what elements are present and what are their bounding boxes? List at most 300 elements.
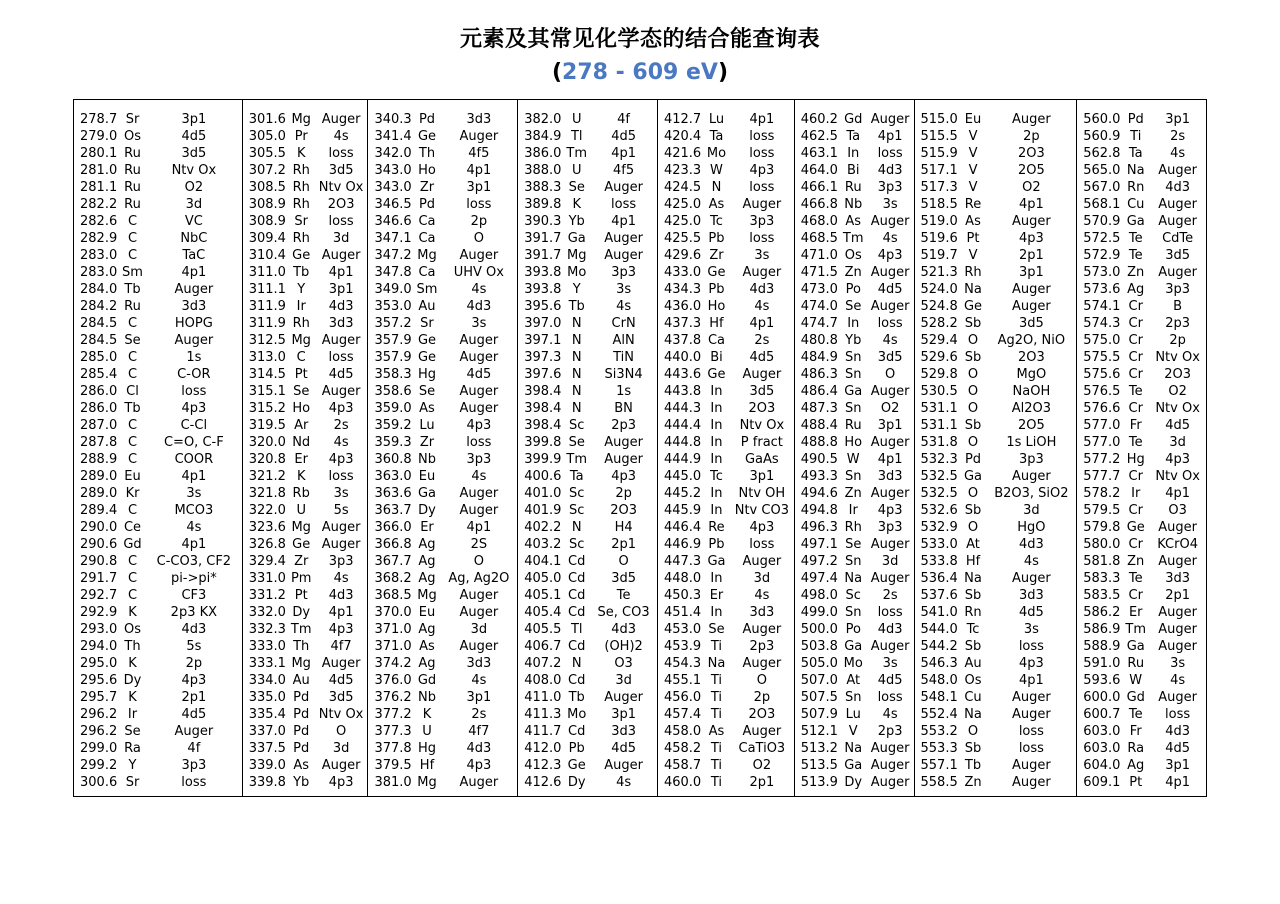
energy-value: 445.2 bbox=[663, 486, 702, 501]
chemical-state: pi->pi* bbox=[170, 571, 217, 586]
table-row bbox=[518, 757, 657, 774]
energy-value: 580.0 bbox=[1083, 537, 1121, 552]
chemical-state: 3p1 bbox=[328, 282, 354, 297]
energy-value: 575.6 bbox=[1083, 367, 1121, 382]
chemical-state: 4p1 bbox=[611, 214, 636, 229]
table-row bbox=[518, 689, 657, 706]
element-symbol: V bbox=[848, 724, 858, 739]
energy-value: 284.2 bbox=[80, 299, 118, 314]
table-row bbox=[915, 468, 1077, 485]
table-row bbox=[243, 519, 368, 536]
energy-value: 299.0 bbox=[80, 741, 118, 756]
energy-value: 359.2 bbox=[374, 418, 412, 433]
table-row bbox=[795, 213, 914, 230]
table-row bbox=[74, 570, 242, 587]
chemical-state: 4d5 bbox=[328, 367, 354, 382]
element-symbol: Ru bbox=[124, 197, 141, 212]
chemical-state: 4p3 bbox=[466, 418, 492, 433]
element-symbol: Te bbox=[1128, 571, 1143, 586]
element-symbol: Tc bbox=[710, 214, 723, 229]
element-symbol: Pt bbox=[1129, 775, 1143, 790]
chemical-state: Auger bbox=[459, 588, 499, 603]
element-symbol: C bbox=[127, 316, 138, 331]
element-symbol: Ca bbox=[418, 231, 436, 246]
energy-value: 464.0 bbox=[800, 163, 838, 178]
energy-value: 560.0 bbox=[1083, 112, 1121, 127]
table-row bbox=[74, 451, 242, 468]
energy-value: 466.1 bbox=[800, 180, 838, 195]
element-symbol: Eu bbox=[124, 469, 141, 484]
chemical-state: 4d3 bbox=[466, 299, 492, 314]
chemical-state: C-CO3, CF2 bbox=[156, 554, 232, 569]
table-row bbox=[518, 400, 657, 417]
element-symbol: Ga bbox=[707, 554, 726, 569]
energy-value: 454.3 bbox=[663, 656, 702, 671]
energy-value: 411.0 bbox=[524, 690, 562, 705]
chemical-state: Auger bbox=[604, 248, 643, 263]
chemical-state: Auger bbox=[1158, 265, 1197, 280]
energy-value: 346.6 bbox=[374, 214, 412, 229]
chemical-state: 2p bbox=[470, 214, 488, 229]
element-symbol: Hg bbox=[417, 367, 436, 382]
element-symbol: Ca bbox=[707, 333, 725, 348]
energy-value: 284.5 bbox=[80, 316, 118, 331]
energy-value: 353.0 bbox=[374, 299, 412, 314]
energy-value: 521.3 bbox=[920, 265, 958, 280]
element-symbol: In bbox=[710, 418, 723, 433]
energy-value: 443.8 bbox=[663, 384, 702, 399]
table-row bbox=[915, 315, 1077, 332]
energy-value: 280.1 bbox=[80, 146, 118, 161]
element-symbol: Bi bbox=[710, 350, 723, 365]
energy-value: 332.0 bbox=[248, 605, 286, 620]
chemical-state: 3d5 bbox=[749, 384, 775, 399]
element-symbol: Ge bbox=[417, 333, 437, 348]
element-symbol: Te bbox=[1128, 435, 1143, 450]
table-row bbox=[658, 349, 794, 366]
energy-value: 285.0 bbox=[80, 350, 118, 365]
energy-value: 305.0 bbox=[248, 129, 286, 144]
energy-value: 321.8 bbox=[248, 486, 286, 501]
chemical-state: Auger bbox=[321, 758, 361, 773]
element-symbol: Ca bbox=[418, 265, 436, 280]
table-row bbox=[795, 689, 914, 706]
element-symbol: In bbox=[710, 384, 723, 399]
table-row bbox=[658, 587, 794, 604]
energy-value: 412.7 bbox=[663, 112, 702, 127]
energy-value: 456.0 bbox=[663, 690, 702, 705]
table-row bbox=[1077, 655, 1206, 672]
chemical-state: 3s bbox=[882, 656, 898, 671]
chemical-state: 3d bbox=[615, 673, 632, 688]
element-symbol: Te bbox=[1128, 707, 1143, 722]
energy-value: 451.4 bbox=[663, 605, 702, 620]
page-title: 元素及其常见化学态的结合能查询表 bbox=[459, 27, 820, 52]
chemical-state: 4p3 bbox=[877, 503, 903, 518]
element-symbol: Zn bbox=[964, 775, 982, 790]
chemical-state: 2s bbox=[754, 333, 770, 348]
table-row bbox=[74, 536, 242, 553]
element-symbol: Kr bbox=[125, 486, 140, 501]
element-symbol: Tb bbox=[568, 299, 585, 314]
chemical-state: O bbox=[473, 554, 484, 569]
chemical-state: Auger bbox=[459, 775, 499, 790]
element-symbol: N bbox=[571, 384, 582, 399]
table-row bbox=[795, 604, 914, 621]
chemical-state: 2S bbox=[470, 537, 488, 552]
energy-value: 437.8 bbox=[663, 333, 702, 348]
table-column bbox=[658, 100, 795, 796]
element-symbol: Cd bbox=[568, 724, 586, 739]
table-row bbox=[795, 519, 914, 536]
chemical-state: Ag, Ag2O bbox=[448, 571, 510, 586]
table-row bbox=[74, 111, 242, 128]
element-symbol: V bbox=[968, 248, 978, 263]
table-row bbox=[1077, 774, 1206, 791]
table-row bbox=[1077, 298, 1206, 315]
energy-value: 496.3 bbox=[800, 520, 838, 535]
table-row bbox=[518, 604, 657, 621]
chemical-state: 2p3 bbox=[611, 418, 636, 433]
table-row bbox=[795, 179, 914, 196]
chemical-state: B bbox=[1173, 299, 1183, 314]
energy-value: 591.0 bbox=[1083, 656, 1121, 671]
chemical-state: Auger bbox=[870, 758, 910, 773]
element-symbol: As bbox=[419, 401, 435, 416]
page-subtitle bbox=[0, 60, 1280, 85]
energy-value: 326.8 bbox=[248, 537, 286, 552]
element-symbol: Sc bbox=[569, 486, 585, 501]
table-row bbox=[915, 196, 1077, 213]
table-row bbox=[518, 587, 657, 604]
energy-value: 507.0 bbox=[800, 673, 838, 688]
chemical-state: Se, CO3 bbox=[597, 605, 650, 620]
chemical-state: Auger bbox=[870, 639, 910, 654]
energy-value: 346.5 bbox=[374, 197, 412, 212]
energy-value: 462.5 bbox=[800, 129, 838, 144]
element-symbol: Rh bbox=[292, 180, 310, 195]
table-row bbox=[243, 298, 368, 315]
table-row bbox=[368, 264, 517, 281]
table-row bbox=[74, 213, 242, 230]
element-symbol: Sc bbox=[569, 537, 585, 552]
element-symbol: K bbox=[422, 707, 432, 722]
chemical-state: 3p3 bbox=[181, 758, 207, 773]
element-symbol: Gd bbox=[123, 537, 142, 552]
table-row bbox=[368, 400, 517, 417]
element-symbol: W bbox=[846, 452, 860, 467]
energy-value: 487.3 bbox=[800, 401, 838, 416]
energy-value: 339.0 bbox=[248, 758, 286, 773]
chemical-state: Auger bbox=[742, 724, 782, 739]
table-row bbox=[74, 400, 242, 417]
energy-value: 471.5 bbox=[800, 265, 838, 280]
energy-value: 568.1 bbox=[1083, 197, 1121, 212]
table-row bbox=[795, 451, 914, 468]
element-symbol: V bbox=[968, 129, 978, 144]
energy-value: 301.6 bbox=[248, 112, 286, 127]
table-row bbox=[243, 162, 368, 179]
element-symbol: Ce bbox=[123, 520, 142, 535]
chemical-state: 2p1 bbox=[1018, 248, 1044, 263]
chemical-state: 4f5 bbox=[613, 163, 635, 178]
table-row bbox=[795, 723, 914, 740]
chemical-state: loss bbox=[611, 197, 637, 212]
table-row bbox=[368, 434, 517, 451]
table-row bbox=[1077, 485, 1206, 502]
chemical-state: 3d bbox=[185, 197, 203, 212]
element-symbol: N bbox=[571, 316, 582, 331]
chemical-state: 2p1 bbox=[181, 690, 207, 705]
energy-value: 393.8 bbox=[524, 282, 562, 297]
chemical-state: Auger bbox=[1158, 605, 1197, 620]
energy-value: 359.0 bbox=[374, 401, 412, 416]
chemical-state: 4s bbox=[616, 299, 632, 314]
element-symbol: N bbox=[571, 656, 582, 671]
energy-value: 399.8 bbox=[524, 435, 562, 450]
energy-value: 377.8 bbox=[374, 741, 412, 756]
energy-value: 311.1 bbox=[248, 282, 286, 297]
chemical-state: Auger bbox=[870, 265, 910, 280]
table-row bbox=[1077, 672, 1206, 689]
chemical-state: 3s bbox=[333, 486, 349, 501]
chemical-state: 3d5 bbox=[328, 163, 354, 178]
element-symbol: K bbox=[128, 690, 137, 705]
energy-value: 357.9 bbox=[374, 333, 412, 348]
chemical-state: 1s bbox=[186, 350, 202, 365]
table-row bbox=[658, 774, 794, 791]
table-row bbox=[74, 298, 242, 315]
chemical-state: O bbox=[756, 673, 767, 688]
chemical-state: loss bbox=[877, 146, 903, 161]
element-symbol: In bbox=[847, 146, 860, 161]
element-symbol: Eu bbox=[418, 605, 436, 620]
energy-value: 379.5 bbox=[374, 758, 412, 773]
chemical-state: 2s bbox=[333, 418, 349, 433]
chemical-state: 3p3 bbox=[611, 265, 636, 280]
element-symbol: Tl bbox=[570, 129, 583, 144]
energy-value: 577.0 bbox=[1083, 435, 1121, 450]
element-symbol: In bbox=[710, 401, 723, 416]
energy-value: 447.3 bbox=[663, 554, 702, 569]
chemical-state: 4s bbox=[616, 775, 632, 790]
element-symbol: Nb bbox=[417, 690, 436, 705]
energy-value: 577.0 bbox=[1083, 418, 1121, 433]
table-row bbox=[243, 434, 368, 451]
element-symbol: Sn bbox=[844, 401, 862, 416]
chemical-state: 3d3 bbox=[749, 605, 775, 620]
chemical-state: 4p1 bbox=[466, 163, 492, 178]
table-row bbox=[368, 638, 517, 655]
energy-value: 532.3 bbox=[920, 452, 958, 467]
element-symbol: Tm bbox=[290, 622, 312, 637]
element-symbol: O bbox=[967, 401, 979, 416]
element-symbol: Tc bbox=[710, 469, 723, 484]
chemical-state: 4d5 bbox=[877, 673, 903, 688]
element-symbol: Pd bbox=[293, 741, 310, 756]
element-symbol: Zr bbox=[419, 180, 435, 195]
chemical-state: Si3N4 bbox=[604, 367, 643, 382]
energy-value: 524.0 bbox=[920, 282, 958, 297]
energy-value: 315.2 bbox=[248, 401, 286, 416]
chemical-state: 4p3 bbox=[611, 469, 636, 484]
element-symbol: K bbox=[128, 656, 137, 671]
table-row bbox=[74, 553, 242, 570]
element-symbol: Pb bbox=[708, 537, 725, 552]
chemical-state: 4p1 bbox=[328, 265, 354, 280]
chemical-state: Auger bbox=[459, 248, 499, 263]
chemical-state: Ntv OH bbox=[738, 486, 786, 501]
table-row bbox=[795, 298, 914, 315]
chemical-state: Auger bbox=[604, 452, 643, 467]
table-row bbox=[915, 502, 1077, 519]
table-row bbox=[368, 298, 517, 315]
table-row bbox=[74, 281, 242, 298]
element-symbol: C bbox=[127, 231, 138, 246]
table-row bbox=[74, 587, 242, 604]
element-symbol: Rh bbox=[292, 316, 310, 331]
element-symbol: Dy bbox=[123, 673, 142, 688]
chemical-state: 2p1 bbox=[749, 775, 775, 790]
energy-value: 368.5 bbox=[374, 588, 412, 603]
element-symbol: Se bbox=[568, 435, 585, 450]
table-row bbox=[368, 706, 517, 723]
energy-value: 444.4 bbox=[663, 418, 702, 433]
table-row bbox=[795, 383, 914, 400]
table-row bbox=[74, 264, 242, 281]
table-column bbox=[518, 100, 658, 796]
chemical-state: 1s bbox=[616, 384, 632, 399]
table-row bbox=[368, 145, 517, 162]
energy-value: 544.2 bbox=[920, 639, 958, 654]
chemical-state: 4p3 bbox=[466, 758, 492, 773]
chemical-state: C-Cl bbox=[180, 418, 208, 433]
element-symbol: Ti bbox=[710, 775, 723, 790]
energy-value: 367.7 bbox=[374, 554, 412, 569]
element-symbol: Zn bbox=[1127, 554, 1145, 569]
element-symbol: Tl bbox=[570, 622, 583, 637]
chemical-state: 3d3 bbox=[181, 299, 207, 314]
element-symbol: Cr bbox=[1128, 350, 1143, 365]
element-symbol: Mg bbox=[417, 248, 437, 263]
table-row bbox=[795, 621, 914, 638]
chemical-state: 2s bbox=[471, 707, 487, 722]
table-row bbox=[74, 128, 242, 145]
chemical-state: Ntv Ox bbox=[318, 180, 364, 195]
chemical-state: Auger bbox=[1158, 690, 1197, 705]
table-row bbox=[1077, 689, 1206, 706]
element-symbol: C bbox=[127, 418, 138, 433]
table-row bbox=[368, 570, 517, 587]
table-row bbox=[243, 281, 368, 298]
element-symbol: U bbox=[571, 163, 582, 178]
energy-value: 425.0 bbox=[663, 197, 702, 212]
energy-value: 299.2 bbox=[80, 758, 118, 773]
chemical-state: 4s bbox=[1170, 673, 1186, 688]
element-symbol: Mg bbox=[291, 656, 311, 671]
table-row bbox=[518, 332, 657, 349]
table-row bbox=[658, 111, 794, 128]
energy-value: 402.2 bbox=[524, 520, 562, 535]
table-row bbox=[518, 672, 657, 689]
table-row bbox=[658, 162, 794, 179]
table-row bbox=[518, 162, 657, 179]
table-row bbox=[658, 417, 794, 434]
element-symbol: Sb bbox=[964, 418, 982, 433]
energy-value: 289.4 bbox=[80, 503, 118, 518]
element-symbol: Cr bbox=[1128, 469, 1143, 484]
element-symbol: Zn bbox=[844, 486, 862, 501]
table-row bbox=[368, 468, 517, 485]
table-row bbox=[243, 128, 368, 145]
energy-value: 313.0 bbox=[248, 350, 286, 365]
energy-value: 444.9 bbox=[663, 452, 702, 467]
table-row bbox=[915, 655, 1077, 672]
table-row bbox=[1077, 213, 1206, 230]
energy-value: 398.4 bbox=[524, 418, 562, 433]
chemical-state: AlN bbox=[612, 333, 635, 348]
table-row bbox=[658, 468, 794, 485]
table-row bbox=[518, 434, 657, 451]
element-symbol: Se bbox=[845, 299, 862, 314]
energy-value: 529.4 bbox=[920, 333, 958, 348]
table-row bbox=[368, 774, 517, 791]
chemical-state: C=O, C-F bbox=[163, 435, 224, 450]
element-symbol: N bbox=[571, 520, 582, 535]
energy-value: 293.0 bbox=[80, 622, 118, 637]
table-row bbox=[243, 417, 368, 434]
energy-value: 562.8 bbox=[1083, 146, 1121, 161]
element-symbol: N bbox=[571, 333, 582, 348]
energy-value: 284.0 bbox=[80, 282, 118, 297]
energy-value: 282.2 bbox=[80, 197, 118, 212]
table-row bbox=[915, 179, 1077, 196]
element-symbol: Sr bbox=[420, 316, 434, 331]
energy-value: 386.0 bbox=[524, 146, 562, 161]
energy-value: 311.9 bbox=[248, 299, 286, 314]
element-symbol: Er bbox=[709, 588, 724, 603]
element-symbol: O bbox=[967, 333, 979, 348]
chemical-state: 3s bbox=[1023, 622, 1039, 637]
chemical-state: 4d3 bbox=[181, 622, 207, 637]
chemical-state: Auger bbox=[870, 384, 910, 399]
table-row bbox=[518, 570, 657, 587]
table-row bbox=[518, 417, 657, 434]
table-row bbox=[915, 349, 1077, 366]
chemical-state: 3p1 bbox=[466, 690, 492, 705]
table-row bbox=[518, 485, 657, 502]
element-symbol: C bbox=[127, 571, 138, 586]
element-symbol: Hf bbox=[965, 554, 981, 569]
energy-value: 320.0 bbox=[248, 435, 286, 450]
chemical-state: loss bbox=[328, 350, 354, 365]
chemical-state: NbC bbox=[180, 231, 208, 246]
energy-value: 412.0 bbox=[524, 741, 562, 756]
energy-value: 389.8 bbox=[524, 197, 562, 212]
energy-value: 573.6 bbox=[1083, 282, 1121, 297]
chemical-state: 4s bbox=[882, 333, 898, 348]
chemical-state: 4d3 bbox=[749, 282, 775, 297]
element-symbol: Mg bbox=[417, 775, 437, 790]
chemical-state: 3s bbox=[882, 197, 898, 212]
element-symbol: O bbox=[967, 486, 979, 501]
table-row bbox=[1077, 553, 1206, 570]
table-column bbox=[74, 100, 243, 796]
element-symbol: At bbox=[846, 673, 861, 688]
element-symbol: Ru bbox=[124, 146, 141, 161]
chemical-state: Auger bbox=[174, 724, 214, 739]
table-row bbox=[915, 604, 1077, 621]
